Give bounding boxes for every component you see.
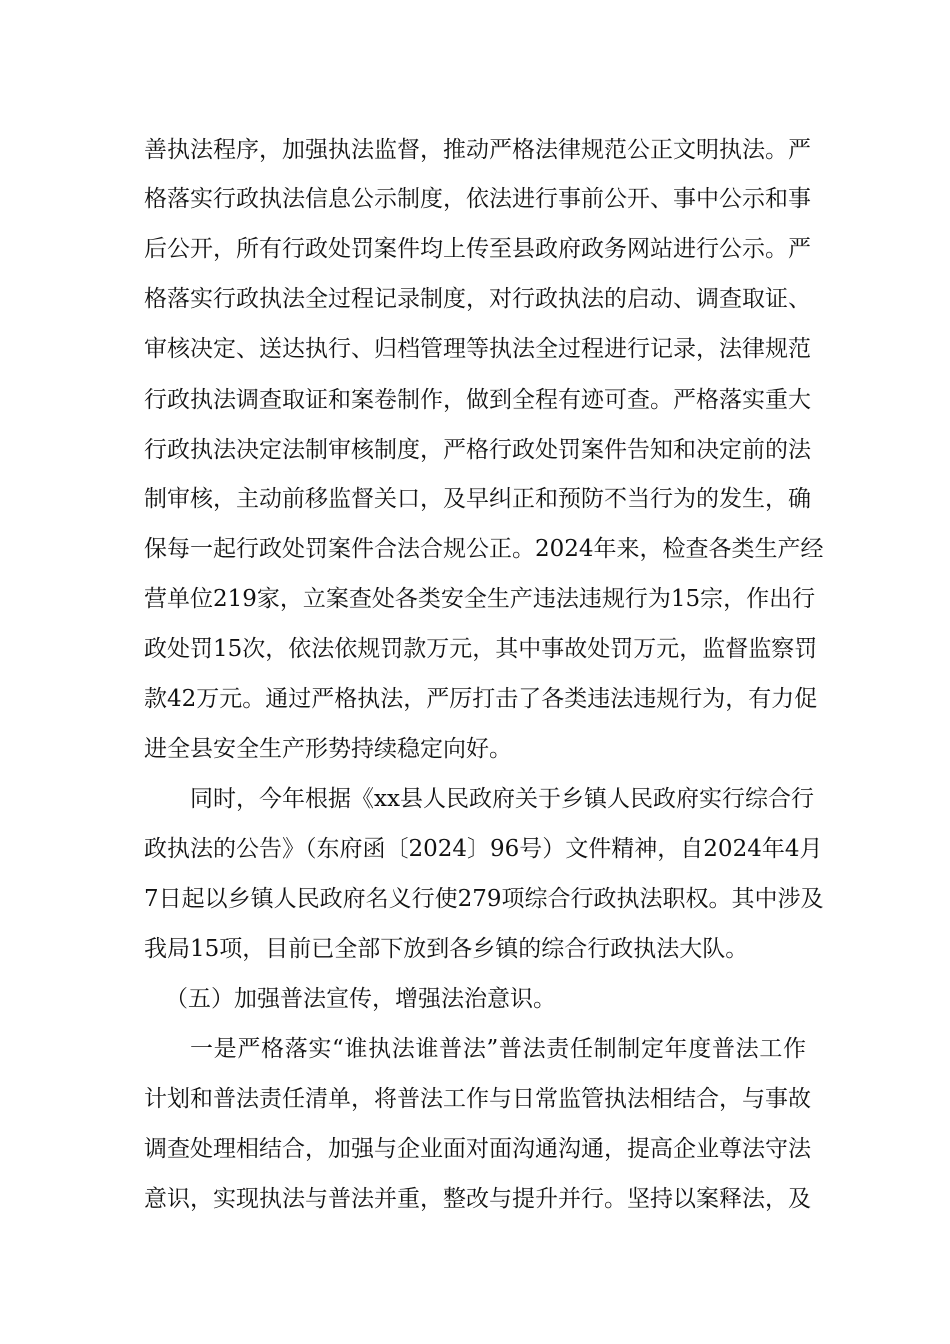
text-line: 款42万元。通过严格执法，严厉打击了各类违法违规行为，有力促 [144, 686, 818, 712]
text-line: 审核决定、送达执行、归档管理等执法全过程进行记录，法律规范 [144, 336, 811, 362]
text-line: 格落实行政执法信息公示制度，依法进行事前公开、事中公示和事 [144, 186, 811, 212]
text-line: 保每一起行政处罚案件合法合规公正。2024年来，检查各类生产经 [144, 536, 824, 562]
section-heading: （五）加强普法宣传，增强法治意识。 [165, 986, 556, 1012]
text-line: 进全县安全生产形势持续稳定向好。 [144, 736, 512, 762]
text-line: 同时，今年根据《xx县人民政府关于乡镇人民政府实行综合行 [190, 786, 814, 812]
text-line: 行政执法决定法制审核制度，严格行政处罚案件告知和决定前的法 [144, 437, 811, 463]
text-line: 调查处理相结合，加强与企业面对面沟通沟通，提高企业尊法守法 [144, 1136, 811, 1162]
text-line: 政执法的公告》（东府函〔2024〕96号）文件精神，自2024年4月 [144, 836, 823, 862]
text-line: 后公开，所有行政处罚案件均上传至县政府政务网站进行公示。严 [144, 236, 811, 262]
text-line: 政处罚15次，依法依规罚款万元，其中事故处罚万元，监督监察罚 [144, 636, 818, 662]
text-line: 我局15项，目前已全部下放到各乡镇的综合行政执法大队。 [144, 936, 749, 962]
text-line: 制审核，主动前移监督关口，及早纠正和预防不当行为的发生，确 [144, 486, 811, 512]
text-line: 善执法程序，加强执法监督，推动严格法律规范公正文明执法。严 [144, 137, 811, 163]
text-line: 营单位219家，立案查处各类安全生产违法违规行为15宗，作出行 [144, 586, 816, 612]
text-line: 意识，实现执法与普法并重，整改与提升并行。坚持以案释法，及 [144, 1186, 811, 1212]
text-line: 格落实行政执法全过程记录制度，对行政执法的启动、调查取证、 [144, 286, 811, 312]
text-line: 一是严格落实“谁执法谁普法”普法责任制制定年度普法工作 [190, 1036, 806, 1062]
text-line: 7日起以乡镇人民政府名义行使279项综合行政执法职权。其中涉及 [144, 886, 824, 912]
text-line: 计划和普法责任清单，将普法工作与日常监管执法相结合，与事故 [144, 1086, 811, 1112]
text-line: 行政执法调查取证和案卷制作，做到全程有迹可查。严格落实重大 [144, 387, 811, 413]
